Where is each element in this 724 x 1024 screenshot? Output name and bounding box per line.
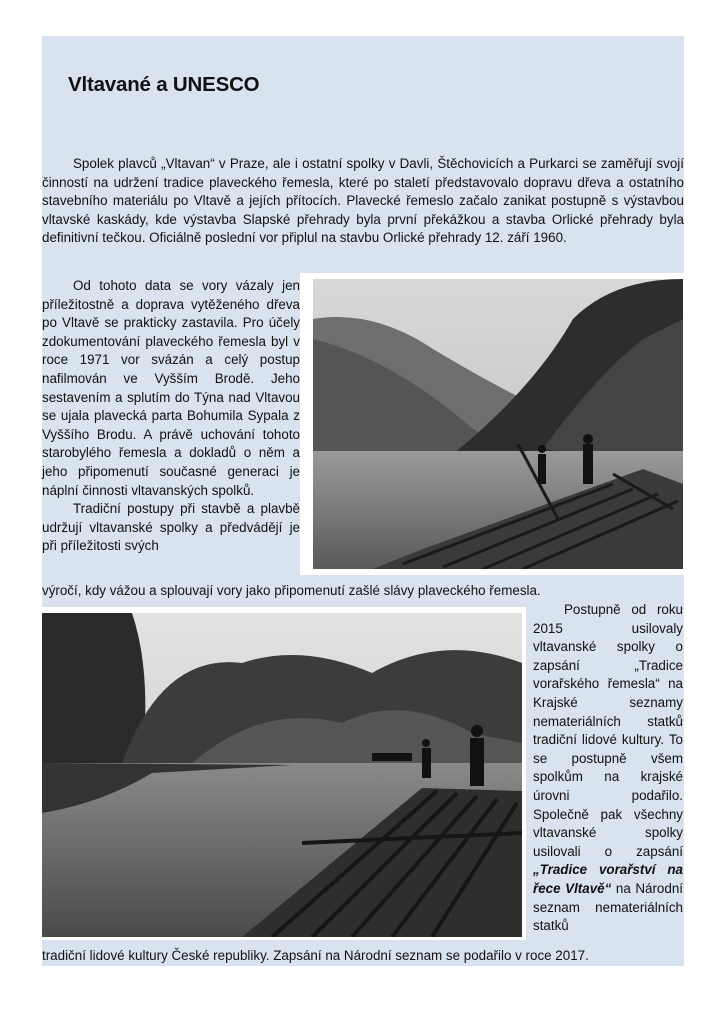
paragraph-tradition-start: Tradiční postupy při stavbě a plavbě udržují vltavanské spolky a předvádějí je při příležitosti svých (42, 501, 300, 554)
paragraph-history-text: Od tohoto data se vory vázaly jen příležitostně a doprava vytěženého dřeva po Vltavě se prakticky zastavila. Pro účely zdokumentování plaveckého řemesla byl v roce 1971 vor svázán a celý postup nafilmován ve Vyšším Brodě. Jeho sestavením a splutím do Týna nad Vltavou se ujala plavecká parta Bohumila Sypala z Vyššího Brodu. A právě uchování tohoto starobylého řemesla a dokladů o něm a jeho připomenutí současné generaci je náplní činnosti vltavanských spolků. (42, 278, 300, 498)
paragraph-unesco-end: na Národní seznam nemateriálních statků (533, 880, 683, 934)
paragraph-closing: tradiční lidové kultury České republiky. Zapsání na Národní seznam se podařilo v roce 2017. (42, 948, 589, 963)
paragraph-intro: Spolek plavců „Vltavan“ v Praze, ale i ostatní spolky v Davli, Štěchovicích a Purkarci se zaměřují svojí činností na udržení tradice plaveckého řemesla, které po staletí představovalo dopravu dřeva a ostatního stavebního materiálu po Vltavě a jejích přítocích. Plavecké řemeslo začalo zanikat postupně s výstavbou vltavské kaskády, kde výstavba Slapské přehrady byla první překážkou a stavba Orlické přehrady byla definitivní tečkou. Oficiálně poslední vor připlul na stavbu Orlické přehrady 12. září 1960. (42, 156, 684, 246)
paragraph-unesco-text: Postupně od roku 2015 usilovaly vltavanské spolky o zapsání „Tradice vorařského řemesla“ na Krajské seznamy nemateriálních statků tradiční lidové kultury. To se postupně všem spolkům na krajské úrovni podařilo. Společně pak všechny vltavanské spolky usilovali o zapsání (533, 602, 683, 859)
raft-photo-riverbank (42, 613, 522, 937)
raft-photo-river-valley (313, 279, 683, 569)
paragraph-unesco (533, 601, 683, 936)
page-title: Vltavané a UNESCO (68, 73, 260, 96)
paragraph-history (42, 277, 300, 556)
tradition-name-emphasis: „Tradice vorařství na řece Vltavě“ (533, 862, 683, 896)
paragraph-tradition-end: výročí, kdy vážou a splouvají vory jako připomenutí zašlé slávy plaveckého řemesla. (42, 583, 541, 598)
